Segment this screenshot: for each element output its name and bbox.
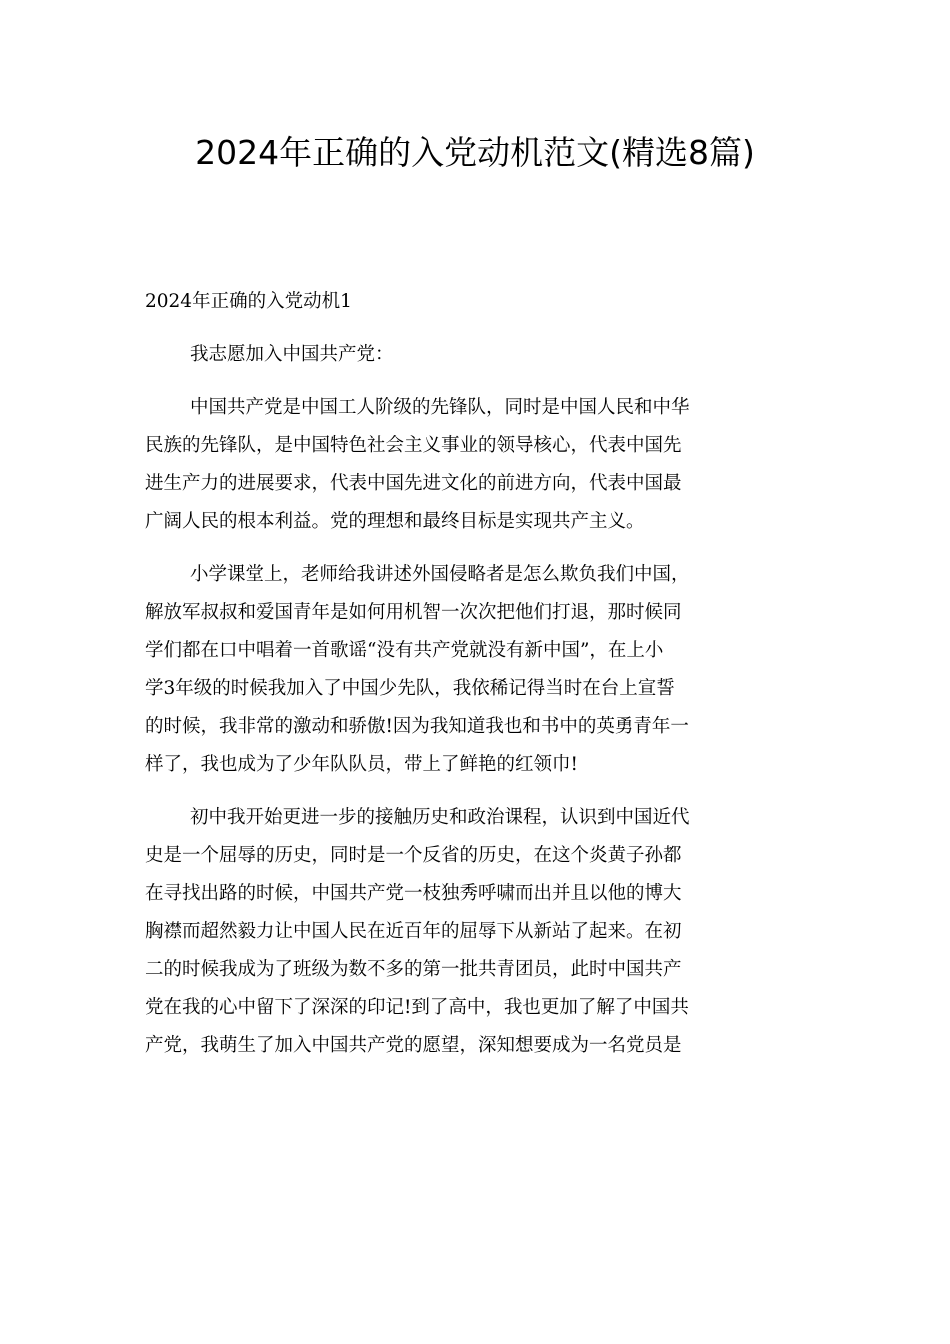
spacer xyxy=(145,374,810,389)
paragraph-line: 产党，我萌生了加入中国共产党的愿望，深知想要成为一名党员是 xyxy=(145,1035,682,1056)
paragraph-line: 史是一个屈辱的历史，同时是一个反省的历史，在这个炎黄子孙都 xyxy=(145,845,682,866)
spacer xyxy=(145,321,810,336)
paragraph-line: 我志愿加入中国共产党： xyxy=(190,344,394,365)
spacer xyxy=(145,784,810,799)
paragraph-line: 胸襟而超然毅力让中国人民在近百年的屈辱下从新站了起来。在初 xyxy=(145,921,682,942)
paragraph-line: 民族的先锋队，是中国特色社会主义事业的领导核心，代表中国先 xyxy=(145,435,682,456)
paragraph-line: 学3年级的时候我加入了中国少先队，我依稀记得当时在台上宣誓 xyxy=(145,678,675,699)
paragraph-line: 中国共产党是中国工人阶级的先锋队，同时是中国人民和中华 xyxy=(190,397,690,418)
section-heading: 2024年正确的入党动机1 xyxy=(145,291,352,312)
document-body xyxy=(145,283,810,1065)
spacer xyxy=(145,541,810,556)
paragraph-primary-school xyxy=(145,556,810,784)
paragraph-line: 初中我开始更进一步的接触历史和政治课程，认识到中国近代 xyxy=(190,807,690,828)
paragraph-salutation xyxy=(145,336,810,374)
paragraph-middle-school xyxy=(145,799,810,1065)
paragraph-line: 学们都在口中唱着一首歌谣“没有共产党就没有新中国”，在上小 xyxy=(145,640,664,661)
paragraph-line: 小学课堂上，老师给我讲述外国侵略者是怎么欺负我们中国， xyxy=(190,564,690,585)
paragraph-line: 在寻找出路的时候，中国共产党一枝独秀呼啸而出并且以他的博大 xyxy=(145,883,682,904)
paragraph-line: 样了，我也成为了少年队队员，带上了鲜艳的红领巾! xyxy=(145,754,578,775)
document-title: 2024年正确的入党动机范文(精选8篇) xyxy=(195,133,755,172)
paragraph-line: 党在我的心中留下了深深的印记!到了高中，我也更加了解了中国共 xyxy=(145,997,689,1018)
paragraph-line: 解放军叔叔和爱国青年是如何用机智一次次把他们打退，那时候同 xyxy=(145,602,682,623)
paragraph-line: 广阔人民的根本利益。党的理想和最终目标是实现共产主义。 xyxy=(145,511,645,532)
paragraph-party-definition xyxy=(145,389,810,541)
paragraph-line: 进生产力的进展要求，代表中国先进文化的前进方向，代表中国最 xyxy=(145,473,682,494)
paragraph-line: 的时候，我非常的激动和骄傲!因为我知道我也和书中的英勇青年一 xyxy=(145,716,689,737)
paragraph-line: 二的时候我成为了班级为数不多的第一批共青团员，此时中国共产 xyxy=(145,959,682,980)
